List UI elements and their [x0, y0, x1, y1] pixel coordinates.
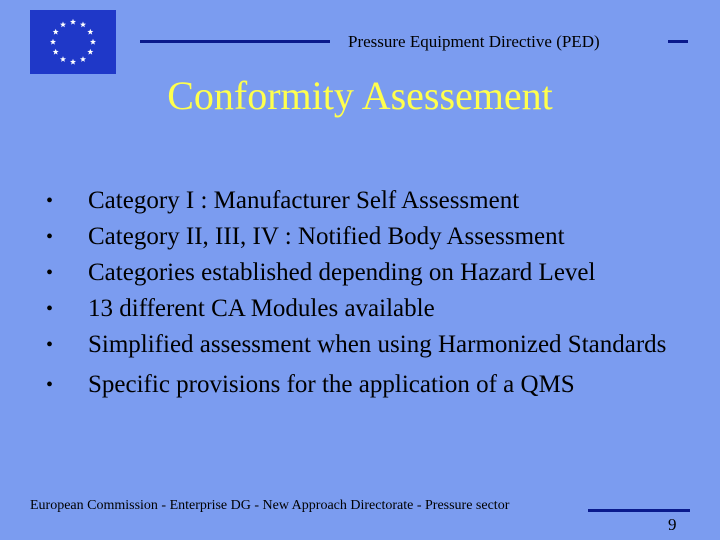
flag-star-icon [60, 21, 66, 27]
header-title: Pressure Equipment Directive (PED) [348, 32, 600, 51]
bullet-text: Category II, III, IV : Notified Body Assessment [88, 223, 565, 250]
bullet-dot-icon: • [46, 226, 54, 248]
flag-star-icon [80, 56, 86, 62]
flag-star-icon [60, 56, 66, 62]
bullet-item [46, 255, 686, 291]
flag-star-icon [80, 21, 86, 27]
bullet-item [46, 183, 686, 219]
bullet-text: Simplified assessment when using Harmonized Standards [88, 331, 667, 358]
bullet-dot-icon: • [46, 298, 54, 320]
bullet-dot-icon: • [46, 262, 54, 284]
footer-rule [588, 509, 690, 512]
page-number: 9 [668, 515, 677, 534]
bullet-dot-icon: • [46, 334, 54, 356]
flag-star-icon [53, 29, 59, 35]
bullet-text: Specific provisions for the application of a QMS [88, 371, 575, 398]
header-rule-left [140, 40, 330, 43]
page-title: Conformity Asessement [167, 73, 553, 118]
header-rule-right [668, 40, 688, 43]
flag-star-icon [90, 39, 96, 45]
flag-star-icon [70, 19, 76, 25]
flag-star-icon [87, 29, 93, 35]
bullet-text: 13 different CA Modules available [88, 295, 435, 322]
eu-flag-icon [30, 10, 116, 74]
flag-star-icon [70, 59, 76, 65]
bullet-item [46, 367, 686, 403]
bullet-text: Categories established depending on Hazard Level [88, 259, 596, 286]
bullet-list [46, 183, 686, 403]
flag-star-icon [53, 49, 59, 55]
flag-star-icon [87, 49, 93, 55]
flag-star-icon [50, 39, 56, 45]
bullet-dot-icon: • [46, 190, 54, 212]
bullet-item [46, 327, 686, 363]
bullet-dot-icon: • [46, 374, 54, 396]
bullet-item [46, 219, 686, 255]
footer-text: European Commission - Enterprise DG - New Approach Directorate - Pressure sector [30, 498, 510, 513]
bullet-item [46, 291, 686, 327]
bullet-text: Category I : Manufacturer Self Assessment [88, 187, 520, 214]
